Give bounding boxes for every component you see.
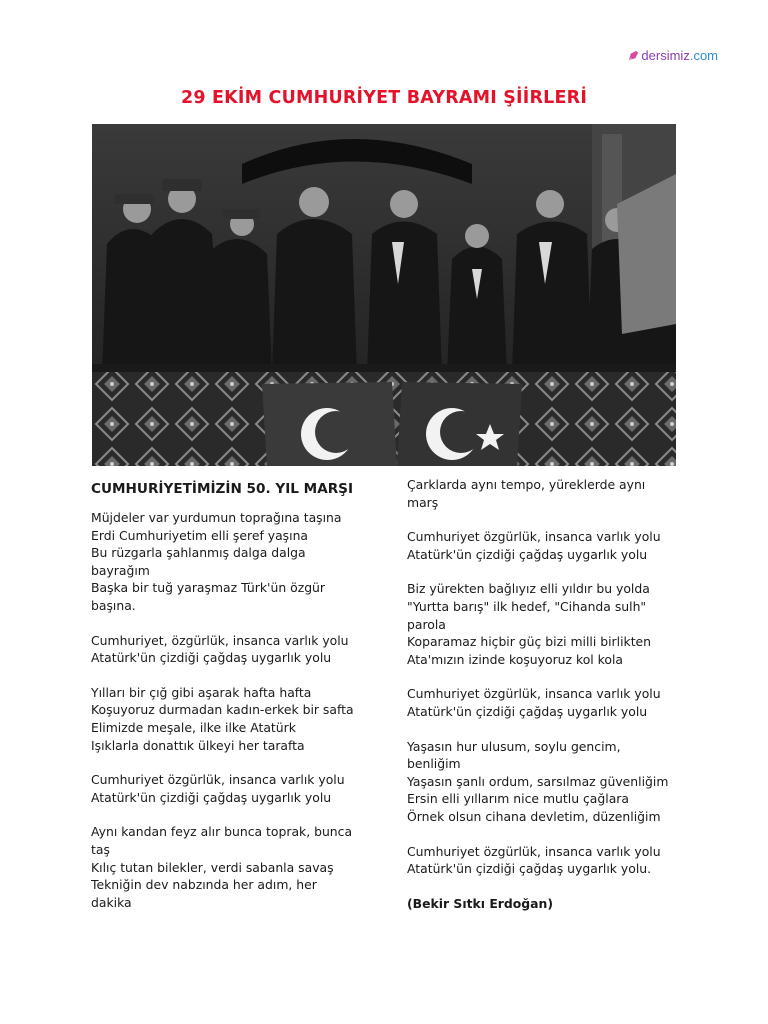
poem-line: Cumhuriyet özgürlük, insanca varlık yolu bbox=[407, 843, 661, 859]
refrain-stanza bbox=[407, 843, 677, 878]
poem-line: Cumhuriyet özgürlük, insanca varlık yolu bbox=[407, 529, 661, 545]
poem-left-column bbox=[91, 480, 361, 928]
poem-line: marş bbox=[407, 494, 439, 510]
poem-line: parola bbox=[407, 616, 446, 632]
poem-line: Bu rüzgarla şahlanmış dalga dalga bbox=[91, 545, 306, 561]
poem-line: başına. bbox=[91, 597, 136, 613]
poem-title: CUMHURİYETİMİZİN 50. YIL MARŞI bbox=[91, 481, 354, 497]
poem-line: Işıklarla donattık ülkeyi her tarafta bbox=[91, 737, 305, 753]
stanza bbox=[407, 738, 677, 826]
refrain-stanza bbox=[407, 528, 677, 563]
poem-line: Cumhuriyet özgürlük, insanca varlık yolu bbox=[407, 686, 661, 702]
poem-line: Atatürk'ün çizdiği çağdaş uygarlık yolu bbox=[91, 789, 332, 805]
poem-line: Atatürk'ün çizdiği çağdaş uygarlık yolu bbox=[91, 650, 332, 666]
poem-line: Koparamaz hiçbir güç bizi milli birlikten bbox=[407, 634, 652, 650]
poem-line: benliğim bbox=[407, 756, 461, 772]
stanza bbox=[407, 580, 677, 668]
poem-line: Ersin elli yıllarım nice mutlu çağlara bbox=[407, 791, 629, 807]
stanza bbox=[91, 684, 361, 754]
logo-domain: .com bbox=[689, 48, 718, 63]
stanza bbox=[407, 476, 677, 511]
poem-line: Cumhuriyet, özgürlük, insanca varlık yolu bbox=[91, 632, 349, 648]
poem-line: Yılları bir çığ gibi aşarak hafta hafta bbox=[91, 684, 312, 700]
pencil-logo-icon bbox=[628, 50, 639, 61]
photo-illustration bbox=[92, 124, 676, 466]
poem-line: Atatürk'ün çizdiği çağdaş uygarlık yolu. bbox=[407, 861, 652, 877]
poem-line: dakika bbox=[91, 894, 132, 910]
poem-line: Başka bir tuğ yaraşmaz Türk'ün özgür bbox=[91, 580, 326, 596]
poem-line: Aynı kandan feyz alır bunca toprak, bunca bbox=[91, 824, 353, 840]
stanza bbox=[91, 509, 361, 615]
poem-line: "Yurtta barış" ilk hedef, "Cihanda sulh" bbox=[407, 598, 647, 614]
poem-line: Koşuyoruz durmadan kadın-erkek bir safta bbox=[91, 702, 354, 718]
poem-line: Cumhuriyet özgürlük, insanca varlık yolu bbox=[91, 772, 345, 788]
poem-line: Çarklarda aynı tempo, yüreklerde aynı bbox=[407, 477, 646, 492]
poem-line: Elimizde meşale, ilke ilke Atatürk bbox=[91, 719, 296, 735]
poem-line: Biz yürekten bağlıyız elli yıldır bu yolda bbox=[407, 581, 650, 597]
page-title: 29 EKİM CUMHURİYET BAYRAMI ŞİİRLERİ bbox=[180, 88, 588, 108]
site-logo[interactable] bbox=[628, 48, 718, 63]
refrain-stanza bbox=[407, 685, 677, 720]
refrain-stanza bbox=[91, 771, 361, 806]
poem-line: taş bbox=[91, 841, 110, 857]
historical-photo bbox=[92, 124, 676, 466]
poem-line: Ata'mızın izinde koşuyoruz kol kola bbox=[407, 651, 624, 667]
poem-line: Atatürk'ün çizdiği çağdaş uygarlık yolu bbox=[407, 703, 648, 719]
poem-line: Örnek olsun cihana devletim, düzenliğim bbox=[407, 808, 661, 824]
stanza bbox=[91, 823, 361, 911]
poem-right-column bbox=[407, 476, 677, 912]
poem-line: Müjdeler var yurdumun toprağına taşına bbox=[91, 510, 342, 525]
refrain-stanza bbox=[91, 632, 361, 667]
poem-author: (Bekir Sıtkı Erdoğan) bbox=[407, 895, 553, 911]
poem-line: Yaşasın hur ulusum, soylu gencim, bbox=[407, 738, 621, 754]
poem-line: Kılıç tutan bilekler, verdi sabanla savaş bbox=[91, 859, 334, 875]
poem-line: Yaşasın şanlı ordum, sarsılmaz güvenliğim bbox=[407, 773, 669, 789]
poem-line: Atatürk'ün çizdiği çağdaş uygarlık yolu bbox=[407, 546, 648, 562]
logo-text: dersimiz bbox=[641, 48, 690, 63]
poem-line: Tekniğin dev nabzında her adım, her bbox=[91, 877, 317, 893]
poem-line: bayrağım bbox=[91, 562, 150, 578]
poem-line: Erdi Cumhuriyetim elli şeref yaşına bbox=[91, 527, 309, 543]
